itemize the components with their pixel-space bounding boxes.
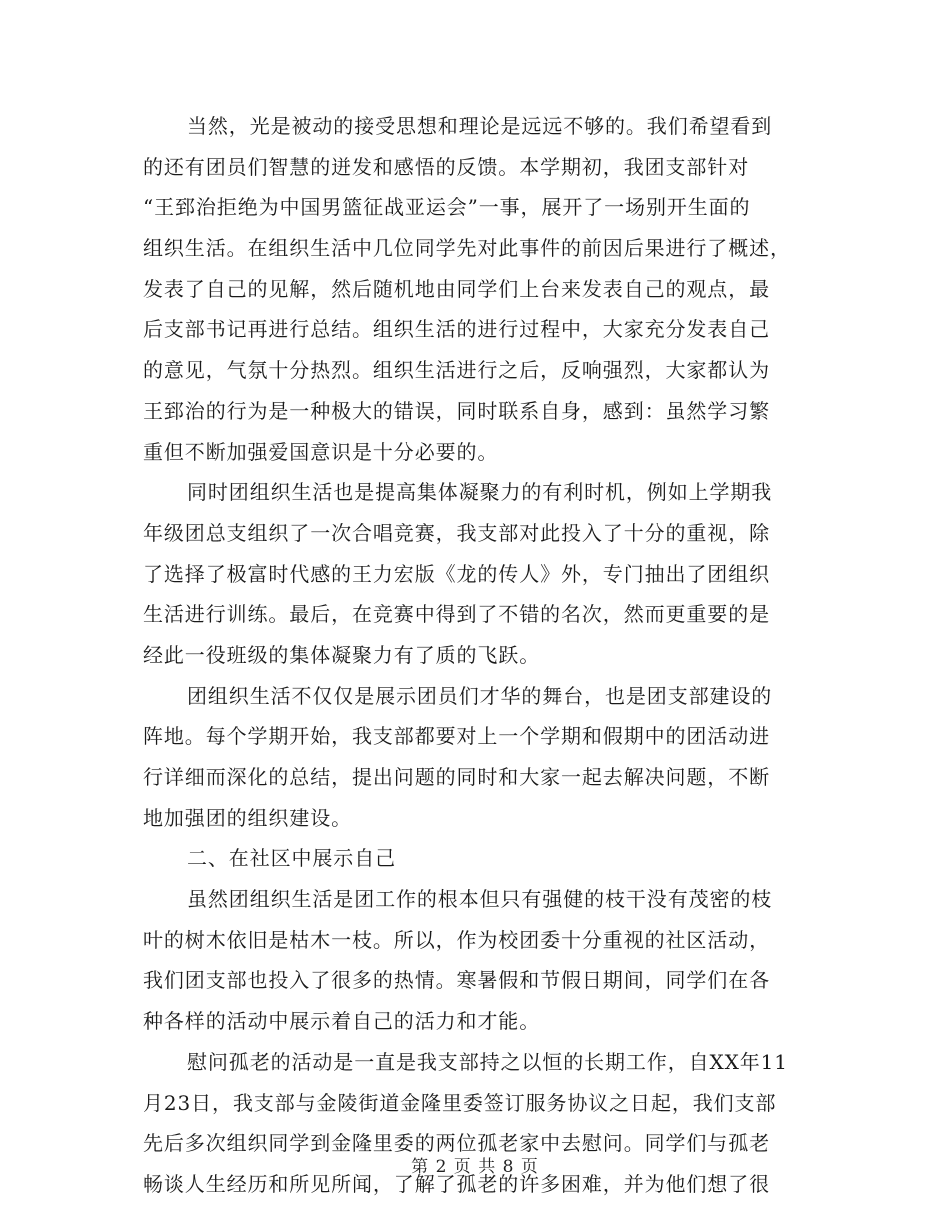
text-line: 经此一役班级的集体凝聚力有了质的飞跃。 bbox=[143, 642, 541, 667]
text-line: 王郅治的行为是一种极大的错误，同时联系自身，感到：虽然学习繁 bbox=[143, 398, 770, 423]
document-body bbox=[143, 106, 811, 1205]
text-line: 的意见，气氛十分热烈。组织生活进行之后，反响强烈，大家都认为 bbox=[143, 358, 770, 383]
text-line: 重但不断加强爱国意识是十分必要的。 bbox=[143, 439, 499, 464]
text-line: 组织生活。在组织生活中几位同学先对此事件的前因后果进行了概述， bbox=[143, 236, 791, 261]
text-line: 虽然团组织生活是团工作的根本但只有强健的枝干没有茂密的枝 bbox=[187, 887, 773, 912]
text-line: 了选择了极富时代感的王力宏版《龙的传人》外，专门抽出了团组织 bbox=[143, 561, 770, 586]
text-line: 慰问孤老的活动是一直是我支部持之以恒的长期工作，自XX年11 bbox=[187, 1049, 788, 1074]
text-line: 发表了自己的见解，然后随机地由同学们上台来发表自己的观点，最 bbox=[143, 276, 770, 301]
text-line: 二、在社区中展示自己 bbox=[187, 846, 396, 871]
text-line: 团组织生活不仅仅是展示团员们才华的舞台，也是团支部建设的 bbox=[187, 683, 773, 708]
text-line: 畅谈人生经历和所见所闻，了解了孤老的许多困难，并为他们想了很 bbox=[143, 1171, 770, 1196]
text-line: 地加强团的组织建设。 bbox=[143, 805, 352, 830]
text-line: 月23日，我支部与金陵街道金隆里委签订服务协议之日起，我们支部 bbox=[143, 1090, 777, 1115]
text-line: 的还有团员们智慧的迸发和感悟的反馈。本学期初，我团支部针对 bbox=[143, 154, 750, 179]
text-line: 叶的树木依旧是枯木一枝。所以，作为校团委十分重视的社区活动， bbox=[143, 927, 770, 952]
text-line: 先后多次组织同学到金隆里委的两位孤老家中去慰问。同学们与孤老 bbox=[143, 1131, 770, 1156]
text-line: 行详细而深化的总结，提出问题的同时和大家一起去解决问题，不断 bbox=[143, 765, 770, 789]
text-line: 后支部书记再进行总结。组织生活的进行过程中，大家充分发表自己 bbox=[143, 317, 770, 342]
text-line: “王郅治拒绝为中国男篮征战亚运会”一事，展开了一场别开生面的 bbox=[143, 195, 751, 220]
text-line: 生活进行训练。最后，在竞赛中得到了不错的名次，然而更重要的是 bbox=[143, 602, 770, 627]
text-line: 同时团组织生活也是提高集体凝聚力的有利时机，例如上学期我 bbox=[187, 480, 773, 505]
text-line: 种各样的活动中展示着自己的活力和才能。 bbox=[143, 1009, 541, 1034]
text-line: 我们团支部也投入了很多的热情。寒暑假和节假日期间，同学们在各 bbox=[143, 968, 770, 993]
text-line: 阵地。每个学期开始，我支部都要对上一个学期和假期中的团活动进 bbox=[143, 724, 770, 749]
text-line: 当然，光是被动的接受思想和理论是远远不够的。我们希望看到 bbox=[187, 114, 773, 138]
text-line: 年级团总支组织了一次合唱竞赛，我支部对此投入了十分的重视，除 bbox=[143, 520, 770, 545]
page-number-footer: 第 2 页 共 8 页 bbox=[411, 1157, 539, 1177]
